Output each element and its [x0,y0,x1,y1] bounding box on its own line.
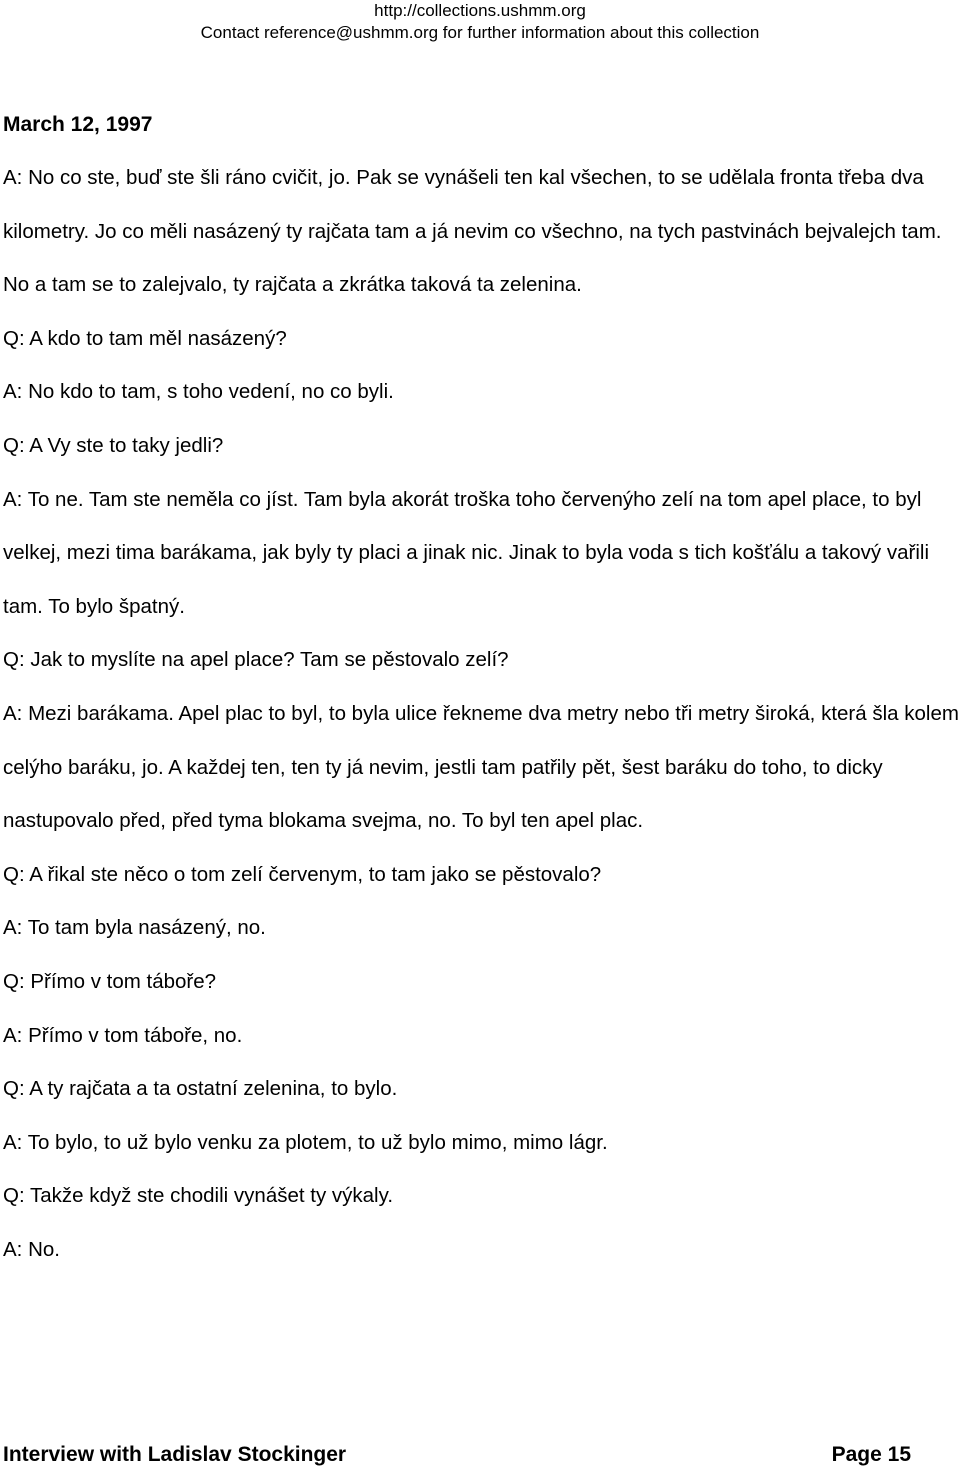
interview-date: March 12, 1997 [3,113,153,136]
transcript-paragraph: Q: A Vy ste to taky jedli? [3,433,224,457]
transcript-paragraph: Q: A ty rajčata a ta ostatní zelenina, to bylo. [3,1077,398,1101]
transcript-paragraph: A: To bylo, to už bylo venku za plotem, to už bylo mimo, mimo lágr. [3,1130,608,1154]
transcript-paragraph: A: To ne. Tam ste neměla co jíst. Tam byla akorát troška toho červenýho zelí na tom apel place, to byl velkej, mezi tima barákama, jak byly ty placi a jinak nic. Jinak to byla voda s tich košťálu a takový vařili tam. To bylo špatný. [3,487,930,618]
transcript-paragraph: A: Mezi barákama. Apel plac to byl, to byla ulice řekneme dva metry nebo tři metry široká, která šla kolem celýho baráku, jo. A každej ten, ten ty já nevim, jestli tam patřily pět, šest baráku do toho, to dicky nastupovalo před, před tyma blokama svejma, no. To byl ten apel plac. [3,701,959,833]
transcript-paragraph: A: To tam byla nasázený, no. [3,916,266,940]
page-header [0,0,960,44]
transcript-paragraph: A: Přímo v tom táboře, no. [3,1023,243,1047]
transcript-paragraph: Q: A kdo to tam měl nasázený? [3,326,287,350]
page-footer [3,1441,911,1469]
footer-title: Interview with Ladislav Stockinger [3,1443,347,1466]
header-contact: Contact reference@ushmm.org for further information about this collection [200,23,760,42]
transcript-paragraph: Q: Přímo v tom táboře? [3,969,217,993]
transcript-paragraph: Q: Jak to myslíte na apel place? Tam se pěstovalo zelí? [3,648,509,672]
page-number: Page 15 [831,1443,911,1466]
header-url[interactable]: http://collections.ushmm.org [374,1,586,20]
transcript-paragraph: A: No kdo to tam, s toho vedení, no co byli. [3,380,394,404]
transcript-paragraph: Q: A řikal ste něco o tom zelí červenym, to tam jako se pěstovalo? [3,862,602,886]
transcript-body [3,151,959,1276]
transcript-paragraph: Q: Takže když ste chodili vynášet ty výkaly. [3,1184,394,1208]
transcript-paragraph: A: No co ste, buď ste šli ráno cvičit, jo. Pak se vynášeli ten kal všechen, to se udělala fronta třeba dva kilometry. Jo co měli nasázený ty rajčata tam a já nevim co všechno, na tych pastvinách bejvalejch tam. No a tam se to zalejvalo, ty rajčata a zkrátka taková ta zelenina. [3,166,942,297]
transcript-paragraph: A: No. [3,1237,60,1261]
